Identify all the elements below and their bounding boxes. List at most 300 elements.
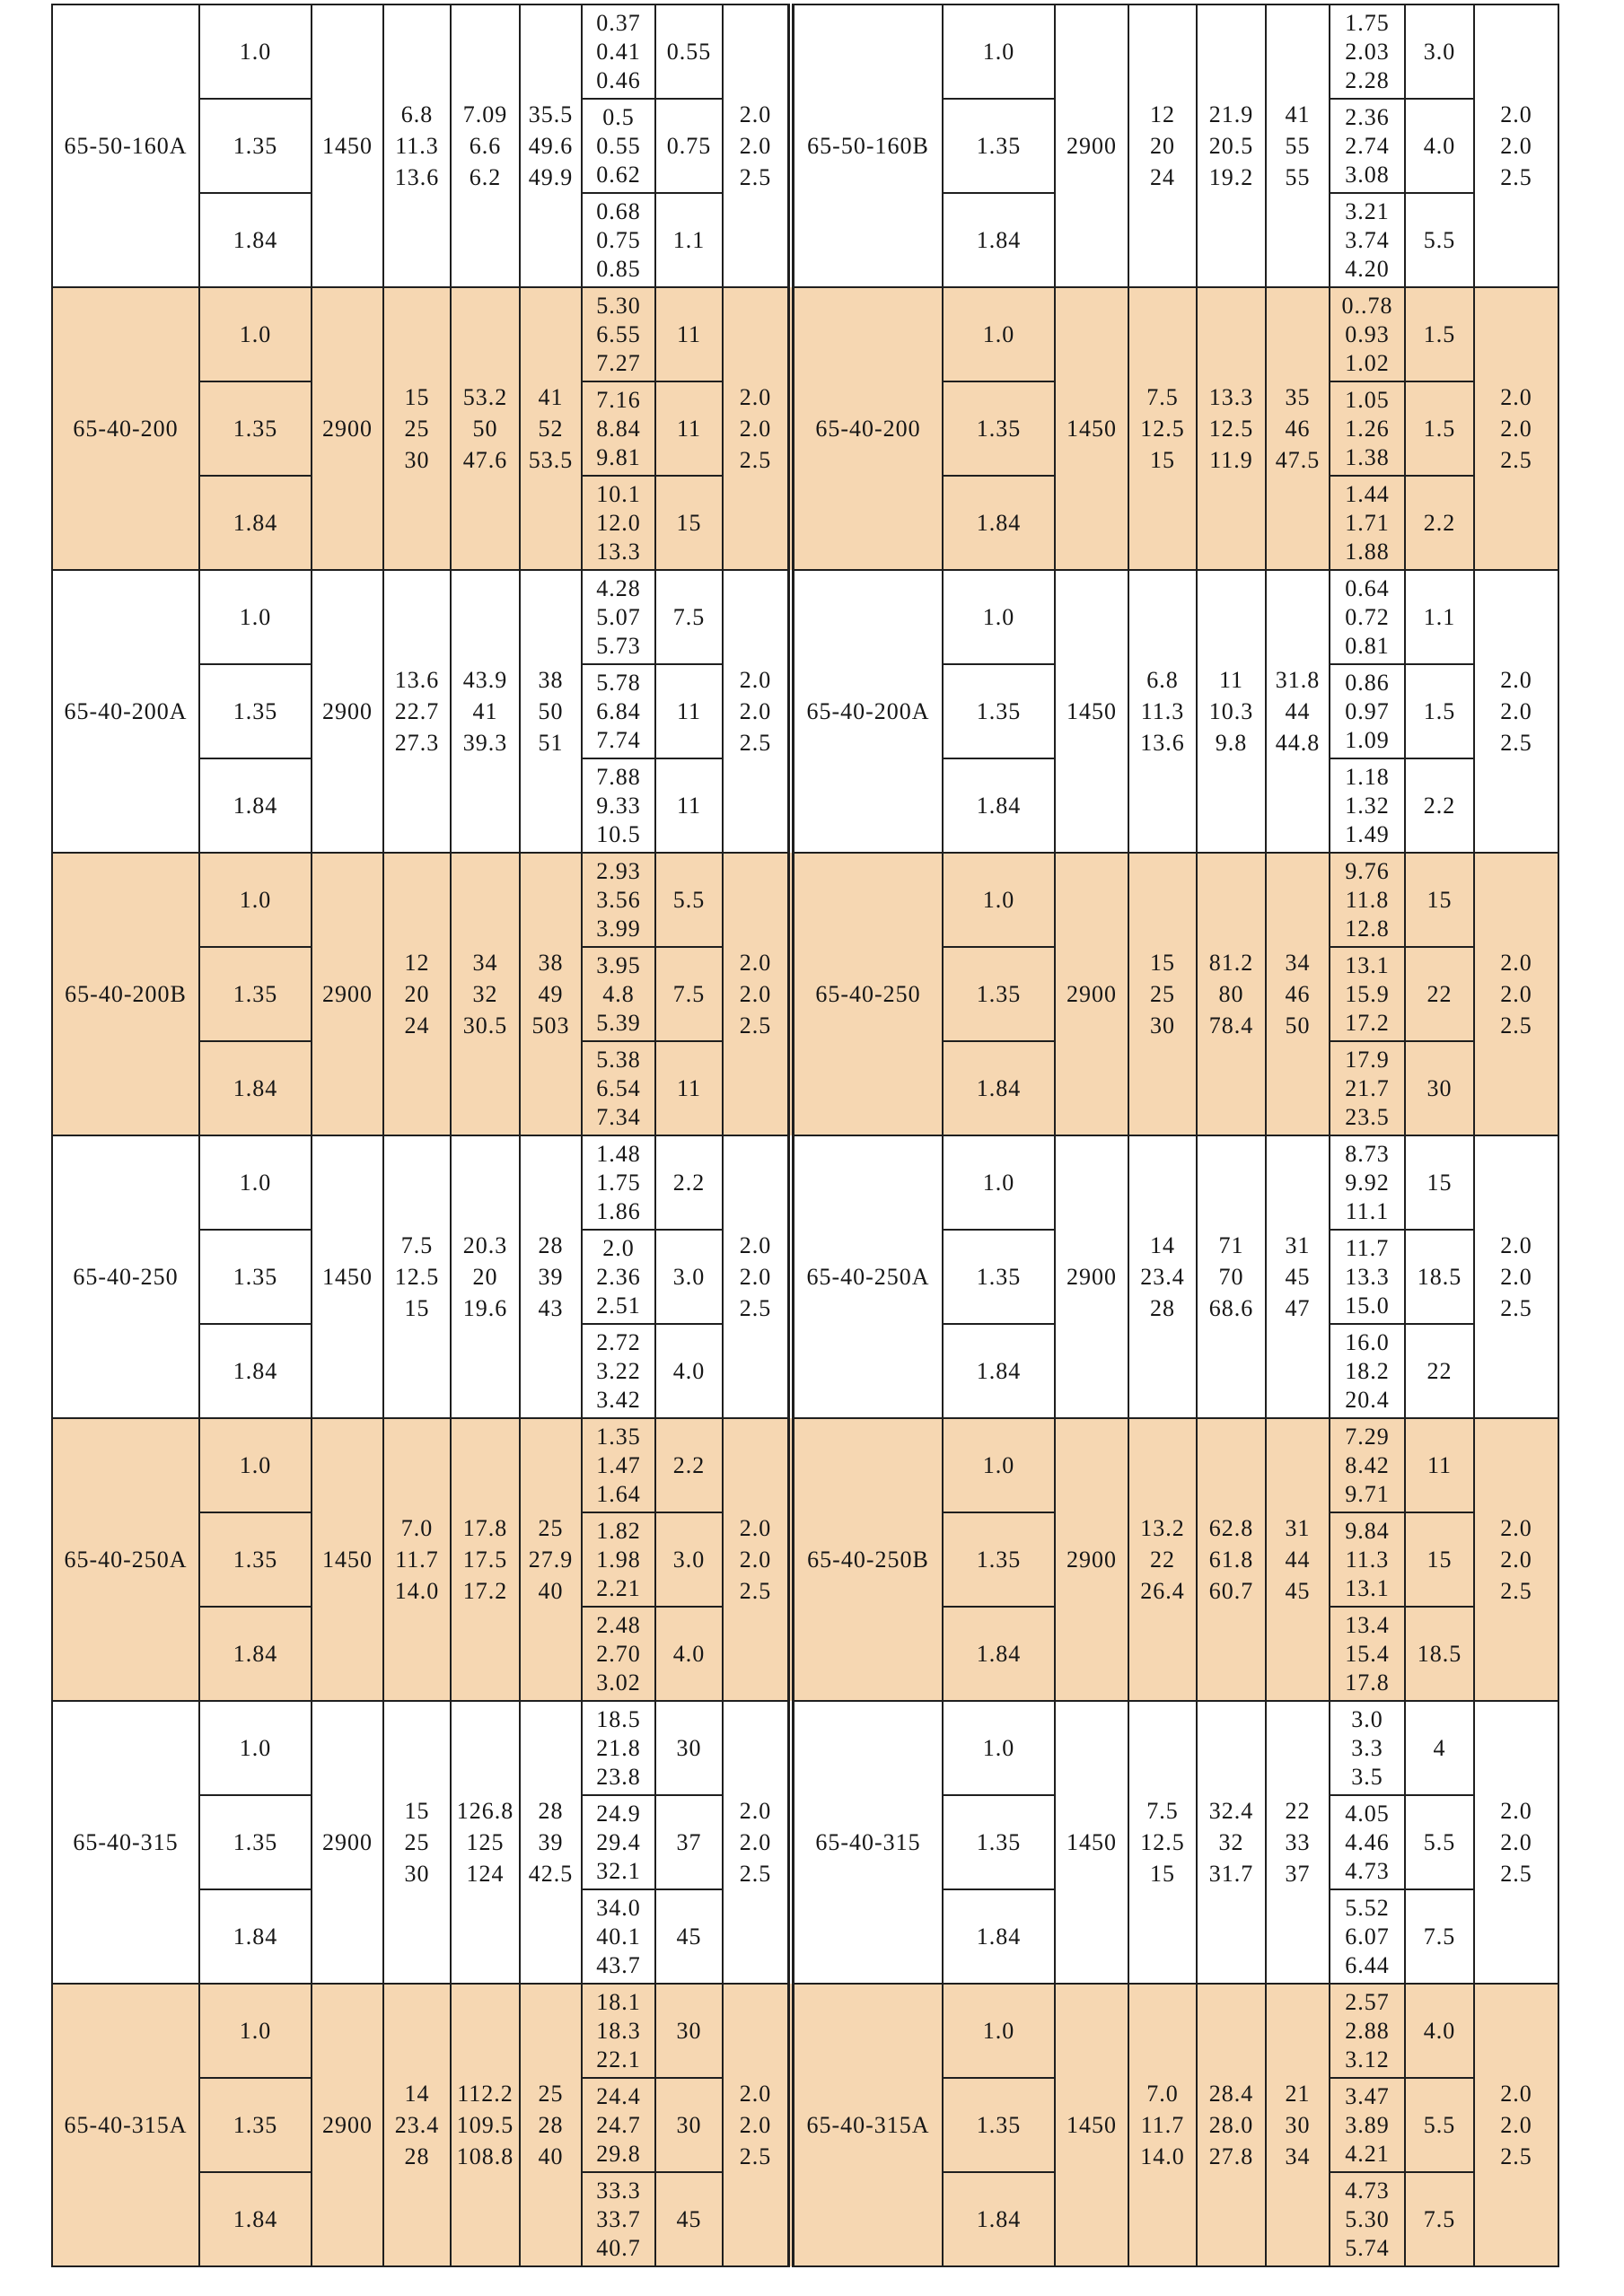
- cell-shaft-power-line: 0.37: [596, 9, 641, 36]
- cell-motor-power: 30: [655, 1984, 723, 2078]
- cell-flow-line: 6.8: [1146, 667, 1179, 693]
- cell-efficiency-line: 47: [1285, 1295, 1311, 1321]
- cell-ratio: 1.84: [943, 758, 1055, 853]
- cell-motor-power: 3.0: [655, 1230, 723, 1324]
- cell-dn-line: 2.0: [1500, 1547, 1532, 1573]
- cell-shaft-power: [582, 1984, 655, 2078]
- cell-shaft-power: [1330, 1041, 1405, 1135]
- cell-motor-power: 1.5: [1405, 381, 1474, 476]
- cell-model: 65-40-250A: [52, 1418, 199, 1701]
- cell-shaft-power-line: 6.84: [596, 697, 641, 724]
- cell-head-line: 50: [472, 416, 498, 442]
- cell-head-line: 62.8: [1208, 1515, 1254, 1541]
- cell-flow-line: 28: [404, 2143, 430, 2169]
- cell-ratio: 1.35: [199, 99, 312, 193]
- cell-flow-line: 23.4: [394, 2112, 440, 2138]
- cell-efficiency: [1266, 570, 1330, 853]
- cell-head: [1197, 1135, 1266, 1418]
- cell-shaft-power: [582, 381, 655, 476]
- cell-speed: 1450: [1055, 287, 1128, 570]
- cell-shaft-power-line: 7.34: [596, 1103, 641, 1130]
- cell-shaft-power-line: 13.4: [1345, 1611, 1390, 1638]
- cell-flow: [383, 570, 451, 853]
- cell-efficiency-line: 25: [538, 2081, 564, 2107]
- cell-efficiency-line: 25: [538, 1515, 564, 1541]
- cell-shaft-power-line: 3.5: [1351, 1763, 1383, 1790]
- cell-shaft-power-line: 1.35: [596, 1423, 641, 1450]
- cell-efficiency: [520, 1418, 582, 1701]
- cell-shaft-power-line: 4.46: [1345, 1828, 1390, 1855]
- cell-shaft-power-line: 2.0: [602, 1234, 635, 1261]
- cell-shaft-power-line: 15.0: [1345, 1292, 1390, 1319]
- cell-model: 65-40-315: [791, 1701, 943, 1984]
- cell-shaft-power: [1330, 1889, 1405, 1984]
- cell-shaft-power-line: 2.48: [596, 1611, 641, 1638]
- cell-flow: [383, 1418, 451, 1701]
- cell-shaft-power-line: 5.30: [596, 292, 641, 319]
- cell-shaft-power: [1330, 853, 1405, 947]
- cell-ratio: 1.0: [943, 1418, 1055, 1512]
- cell-motor-power: 11: [655, 287, 723, 381]
- cell-shaft-power: [1330, 1795, 1405, 1889]
- cell-shaft-power: [582, 1041, 655, 1135]
- cell-shaft-power-line: 8.42: [1345, 1451, 1390, 1478]
- cell-shaft-power-line: 18.2: [1345, 1357, 1390, 1384]
- cell-head-line: 108.8: [456, 2143, 514, 2169]
- cell-shaft-power: [1330, 758, 1405, 853]
- cell-shaft-power-line: 3.95: [596, 951, 641, 978]
- cell-efficiency-line: 47.5: [1275, 447, 1321, 473]
- cell-shaft-power-line: 2.03: [1345, 38, 1390, 65]
- cell-shaft-power: [582, 4, 655, 99]
- cell-efficiency-line: 40: [538, 2143, 564, 2169]
- cell-head-line: 19.2: [1208, 164, 1254, 190]
- cell-flow-line: 22: [1150, 1547, 1175, 1573]
- cell-motor-power: 18.5: [1405, 1230, 1474, 1324]
- cell-head-line: 6.2: [469, 164, 502, 190]
- cell-shaft-power-line: 1.48: [596, 1140, 641, 1167]
- cell-speed: 2900: [1055, 853, 1128, 1135]
- cell-shaft-power-line: 32.1: [596, 1857, 641, 1884]
- cell-motor-power: 22: [1405, 947, 1474, 1041]
- cell-motor-power: 3.0: [655, 1512, 723, 1607]
- cell-dn: [723, 1135, 791, 1418]
- cell-motor-power: 22: [1405, 1324, 1474, 1418]
- cell-flow-line: 30: [404, 1861, 430, 1887]
- cell-head-line: 13.3: [1208, 384, 1254, 410]
- cell-head: [1197, 1984, 1266, 2266]
- cell-head-line: 21.9: [1208, 101, 1254, 127]
- cell-dn-line: 2.0: [739, 1515, 772, 1541]
- cell-efficiency-line: 35.5: [528, 101, 574, 127]
- cell-model: 65-40-250: [52, 1135, 199, 1418]
- cell-shaft-power: [582, 99, 655, 193]
- cell-dn-line: 2.0: [739, 1547, 772, 1573]
- cell-model: 65-40-250A: [791, 1135, 943, 1418]
- cell-shaft-power-line: 40.1: [596, 1923, 641, 1950]
- cell-shaft-power-line: 4.73: [1345, 2177, 1390, 2204]
- cell-ratio: 1.84: [199, 1607, 312, 1701]
- cell-shaft-power-line: 23.8: [596, 1763, 641, 1790]
- cell-motor-power: 11: [655, 381, 723, 476]
- cell-head-line: 81.2: [1208, 950, 1254, 976]
- cell-shaft-power-line: 3.21: [1345, 197, 1390, 224]
- cell-shaft-power-line: 2.88: [1345, 2017, 1390, 2044]
- cell-ratio: 1.84: [199, 193, 312, 287]
- cell-shaft-power-line: 11.7: [1345, 1234, 1390, 1261]
- cell-efficiency-line: 31: [1285, 1515, 1311, 1541]
- cell-shaft-power-line: 7.74: [596, 726, 641, 753]
- cell-flow-line: 6.8: [400, 101, 434, 127]
- cell-dn: [1474, 570, 1558, 853]
- cell-flow-line: 24: [1150, 164, 1175, 190]
- cell-flow: [1128, 1701, 1197, 1984]
- cell-shaft-power-line: 0.55: [596, 132, 641, 159]
- cell-shaft-power: [1330, 1230, 1405, 1324]
- cell-dn: [1474, 1418, 1558, 1701]
- cell-shaft-power-line: 11.8: [1345, 886, 1390, 913]
- cell-shaft-power-line: 5.52: [1345, 1894, 1390, 1921]
- cell-dn-line: 2.5: [1500, 1578, 1532, 1604]
- cell-head-line: 43.9: [462, 667, 508, 693]
- cell-flow: [383, 1701, 451, 1984]
- cell-efficiency: [520, 287, 582, 570]
- cell-shaft-power-line: 2.36: [1345, 103, 1390, 130]
- cell-ratio: 1.84: [943, 1041, 1055, 1135]
- cell-shaft-power-line: 10.1: [596, 480, 641, 507]
- cell-shaft-power-line: 1.05: [1345, 386, 1390, 413]
- cell-shaft-power-line: 2.74: [1345, 132, 1390, 159]
- cell-efficiency-line: 51: [538, 730, 564, 756]
- cell-motor-power: 30: [655, 2078, 723, 2172]
- cell-head-line: 17.5: [462, 1547, 508, 1573]
- cell-flow: [1128, 4, 1197, 287]
- cell-shaft-power-line: 1.32: [1345, 792, 1390, 819]
- cell-dn: [723, 1418, 791, 1701]
- cell-ratio: 1.35: [943, 664, 1055, 758]
- cell-motor-power: 45: [655, 1889, 723, 1984]
- cell-ratio: 1.0: [199, 1135, 312, 1230]
- cell-shaft-power-line: 9.92: [1345, 1169, 1390, 1196]
- cell-model: 65-50-160B: [791, 4, 943, 287]
- cell-ratio: 1.84: [199, 1324, 312, 1418]
- cell-shaft-power-line: 33.3: [596, 2177, 641, 2204]
- cell-shaft-power-line: 1.71: [1345, 509, 1390, 536]
- cell-shaft-power-line: 13.1: [1345, 951, 1390, 978]
- cell-ratio: 1.0: [199, 853, 312, 947]
- pump-spec-table: [51, 4, 1559, 2267]
- cell-shaft-power-line: 13.1: [1345, 1574, 1390, 1601]
- cell-ratio: 1.35: [199, 381, 312, 476]
- cell-shaft-power: [1330, 947, 1405, 1041]
- cell-flow: [383, 4, 451, 287]
- cell-head-line: 70: [1218, 1264, 1244, 1290]
- cell-dn-line: 2.5: [739, 164, 772, 190]
- cell-flow-line: 30: [1150, 1012, 1175, 1038]
- cell-ratio: 1.35: [943, 947, 1055, 1041]
- cell-shaft-power-line: 2.21: [596, 1574, 641, 1601]
- cell-head: [451, 853, 520, 1135]
- cell-motor-power: 1.5: [1405, 287, 1474, 381]
- cell-shaft-power-line: 0.41: [596, 38, 641, 65]
- cell-shaft-power: [582, 2078, 655, 2172]
- cell-head-line: 11.9: [1209, 447, 1253, 473]
- cell-efficiency-line: 30: [1285, 2112, 1311, 2138]
- cell-ratio: 1.0: [943, 4, 1055, 99]
- cell-flow: [383, 287, 451, 570]
- cell-efficiency-line: 44: [1285, 698, 1311, 724]
- cell-ratio: 1.35: [943, 381, 1055, 476]
- cell-head-line: 32: [472, 981, 498, 1007]
- cell-speed: 1450: [312, 4, 383, 287]
- cell-shaft-power-line: 4.21: [1345, 2140, 1390, 2167]
- cell-shaft-power-line: 20.4: [1345, 1386, 1390, 1413]
- cell-shaft-power: [1330, 1512, 1405, 1607]
- cell-shaft-power-line: 3.47: [1345, 2082, 1390, 2109]
- cell-flow: [1128, 287, 1197, 570]
- cell-shaft-power: [582, 193, 655, 287]
- cell-head-line: 126.8: [456, 1798, 514, 1824]
- cell-shaft-power-line: 33.7: [596, 2205, 641, 2232]
- cell-head-line: 39.3: [462, 730, 508, 756]
- cell-dn-line: 2.0: [1500, 698, 1532, 724]
- cell-flow-line: 20: [404, 981, 430, 1007]
- cell-head-line: 17.2: [462, 1578, 508, 1604]
- cell-shaft-power: [1330, 1984, 1405, 2078]
- cell-flow-line: 13.6: [1140, 730, 1185, 756]
- cell-motor-power: 4: [1405, 1701, 1474, 1795]
- cell-flow-line: 15: [1150, 1861, 1175, 1887]
- cell-shaft-power-line: 3.74: [1345, 226, 1390, 253]
- cell-speed: 1450: [1055, 1984, 1128, 2266]
- cell-dn-line: 2.0: [1500, 101, 1532, 127]
- cell-efficiency-line: 39: [538, 1829, 564, 1855]
- cell-dn-line: 2.0: [1500, 1232, 1532, 1258]
- cell-shaft-power-line: 6.54: [596, 1074, 641, 1101]
- cell-shaft-power: [1330, 1701, 1405, 1795]
- cell-dn-line: 2.0: [1500, 384, 1532, 410]
- cell-head-line: 112.2: [457, 2081, 514, 2107]
- cell-shaft-power-line: 5.73: [596, 632, 641, 659]
- cell-efficiency-line: 34: [1285, 950, 1311, 976]
- cell-motor-power: 15: [1405, 853, 1474, 947]
- cell-ratio: 1.35: [199, 1795, 312, 1889]
- cell-efficiency: [1266, 287, 1330, 570]
- cell-motor-power: 5.5: [1405, 1795, 1474, 1889]
- cell-flow-line: 14.0: [394, 1578, 440, 1604]
- cell-shaft-power: [582, 1607, 655, 1701]
- cell-efficiency-line: 44.8: [1275, 730, 1321, 756]
- cell-dn-line: 2.0: [1500, 416, 1532, 442]
- cell-shaft-power: [582, 1701, 655, 1795]
- cell-shaft-power-line: 6.55: [596, 320, 641, 347]
- cell-flow-line: 30: [404, 447, 430, 473]
- cell-flow-line: 14.0: [1140, 2143, 1185, 2169]
- cell-ratio: 1.0: [943, 287, 1055, 381]
- cell-shaft-power-line: 2.72: [596, 1328, 641, 1355]
- cell-motor-power: 1.1: [1405, 570, 1474, 664]
- cell-flow-line: 27.3: [394, 730, 440, 756]
- cell-efficiency-line: 28: [538, 1232, 564, 1258]
- cell-shaft-power: [1330, 1324, 1405, 1418]
- cell-model: 65-40-200A: [52, 570, 199, 853]
- cell-dn-line: 2.0: [1500, 2081, 1532, 2107]
- cell-shaft-power-line: 1.47: [596, 1451, 641, 1478]
- cell-dn-line: 2.0: [739, 1829, 772, 1855]
- cell-shaft-power-line: 4.73: [1345, 1857, 1390, 1884]
- cell-flow: [383, 1984, 451, 2266]
- cell-motor-power: 11: [655, 1041, 723, 1135]
- cell-shaft-power-line: 13.3: [1345, 1263, 1390, 1290]
- cell-shaft-power-line: 16.0: [1345, 1328, 1390, 1355]
- cell-shaft-power-line: 0.85: [596, 255, 641, 282]
- cell-shaft-power-line: 2.36: [596, 1263, 641, 1290]
- cell-flow: [1128, 853, 1197, 1135]
- cell-head-line: 19.6: [462, 1295, 508, 1321]
- cell-head: [1197, 4, 1266, 287]
- cell-shaft-power-line: 4.05: [1345, 1800, 1390, 1827]
- cell-dn-line: 2.5: [1500, 1295, 1532, 1321]
- cell-motor-power: 7.5: [1405, 2172, 1474, 2266]
- cell-shaft-power-line: 17.8: [1345, 1669, 1390, 1696]
- cell-shaft-power-line: 0..78: [1341, 292, 1393, 319]
- cell-shaft-power-line: 24.4: [596, 2082, 641, 2109]
- cell-dn-line: 2.0: [739, 1798, 772, 1824]
- cell-efficiency-line: 39: [538, 1264, 564, 1290]
- cell-ratio: 1.35: [199, 664, 312, 758]
- cell-shaft-power-line: 1.82: [596, 1517, 641, 1544]
- cell-motor-power: 2.2: [1405, 758, 1474, 853]
- cell-ratio: 1.35: [199, 1512, 312, 1607]
- cell-motor-power: 1.1: [655, 193, 723, 287]
- cell-shaft-power-line: 6.07: [1345, 1923, 1390, 1950]
- cell-head-line: 61.8: [1208, 1547, 1254, 1573]
- cell-motor-power: 45: [655, 2172, 723, 2266]
- cell-dn-line: 2.5: [739, 1578, 772, 1604]
- cell-shaft-power: [582, 1418, 655, 1512]
- cell-efficiency-line: 22: [1285, 1798, 1311, 1824]
- cell-efficiency-line: 28: [538, 1798, 564, 1824]
- cell-flow-line: 7.5: [1146, 384, 1179, 410]
- cell-shaft-power-line: 2.93: [596, 857, 641, 884]
- cell-flow-line: 12: [404, 950, 430, 976]
- cell-ratio: 1.35: [943, 2078, 1055, 2172]
- cell-dn-line: 2.5: [739, 730, 772, 756]
- cell-head-line: 12.5: [1208, 416, 1254, 442]
- cell-shaft-power-line: 3.42: [596, 1386, 641, 1413]
- cell-flow-line: 25: [404, 1829, 430, 1855]
- cell-efficiency: [1266, 4, 1330, 287]
- cell-head: [451, 4, 520, 287]
- cell-shaft-power-line: 1.18: [1345, 763, 1390, 790]
- cell-shaft-power-line: 1.88: [1345, 538, 1390, 565]
- cell-efficiency-line: 46: [1285, 416, 1311, 442]
- cell-speed: 1450: [312, 1135, 383, 1418]
- cell-shaft-power-line: 5.39: [596, 1009, 641, 1036]
- cell-head: [1197, 570, 1266, 853]
- cell-dn-line: 2.0: [1500, 981, 1532, 1007]
- cell-shaft-power-line: 12.0: [596, 509, 641, 536]
- cell-dn: [723, 1984, 791, 2266]
- cell-head-line: 71: [1218, 1232, 1244, 1258]
- cell-shaft-power: [1330, 1607, 1405, 1701]
- cell-head-line: 9.8: [1215, 730, 1248, 756]
- cell-dn-line: 2.5: [739, 2143, 772, 2169]
- cell-ratio: 1.35: [943, 1230, 1055, 1324]
- cell-head-line: 10.3: [1208, 698, 1254, 724]
- cell-shaft-power: [1330, 193, 1405, 287]
- cell-dn-line: 2.0: [1500, 950, 1532, 976]
- cell-flow-line: 15: [404, 1295, 430, 1321]
- cell-dn: [1474, 4, 1558, 287]
- cell-shaft-power-line: 0.97: [1345, 697, 1390, 724]
- cell-shaft-power: [582, 1230, 655, 1324]
- cell-efficiency: [520, 1984, 582, 2266]
- cell-head: [451, 570, 520, 853]
- cell-motor-power: 5.5: [1405, 193, 1474, 287]
- cell-shaft-power: [1330, 2078, 1405, 2172]
- cell-ratio: 1.35: [943, 99, 1055, 193]
- cell-shaft-power-line: 0.62: [596, 161, 641, 188]
- cell-shaft-power-line: 1.26: [1345, 415, 1390, 442]
- cell-efficiency-line: 43: [538, 1295, 564, 1321]
- cell-efficiency-line: 49.6: [528, 133, 574, 159]
- cell-dn-line: 2.0: [739, 1264, 772, 1290]
- cell-shaft-power: [1330, 1418, 1405, 1512]
- cell-head: [1197, 853, 1266, 1135]
- cell-shaft-power-line: 8.73: [1345, 1140, 1390, 1167]
- cell-ratio: 1.84: [943, 193, 1055, 287]
- cell-flow-line: 26.4: [1140, 1578, 1185, 1604]
- cell-ratio: 1.84: [199, 2172, 312, 2266]
- cell-dn-line: 2.0: [739, 698, 772, 724]
- cell-dn: [723, 4, 791, 287]
- cell-flow: [383, 853, 451, 1135]
- cell-shaft-power-line: 1.98: [596, 1546, 641, 1573]
- cell-ratio: 1.0: [199, 1984, 312, 2078]
- cell-dn-line: 2.0: [739, 133, 772, 159]
- cell-shaft-power-line: 2.57: [1345, 1988, 1390, 2015]
- cell-flow-line: 7.0: [400, 1515, 434, 1541]
- cell-efficiency-line: 41: [538, 384, 564, 410]
- cell-shaft-power-line: 1.49: [1345, 820, 1390, 847]
- cell-shaft-power: [1330, 381, 1405, 476]
- cell-dn-line: 2.0: [739, 981, 772, 1007]
- cell-efficiency: [1266, 1701, 1330, 1984]
- cell-flow-line: 13.2: [1140, 1515, 1185, 1541]
- cell-shaft-power: [582, 287, 655, 381]
- cell-flow-line: 24: [404, 1012, 430, 1038]
- cell-motor-power: 0.75: [655, 99, 723, 193]
- cell-flow: [1128, 1418, 1197, 1701]
- cell-speed: 2900: [1055, 1135, 1128, 1418]
- cell-shaft-power-line: 11.3: [1345, 1546, 1390, 1573]
- cell-dn: [1474, 853, 1558, 1135]
- cell-shaft-power-line: 24.7: [596, 2111, 641, 2138]
- cell-flow-line: 12.5: [394, 1264, 440, 1290]
- cell-shaft-power-line: 0.64: [1345, 574, 1390, 601]
- cell-dn-line: 2.0: [1500, 667, 1532, 693]
- cell-dn-line: 2.0: [739, 384, 772, 410]
- cell-motor-power: 0.55: [655, 4, 723, 99]
- table-row: [52, 287, 1558, 381]
- cell-efficiency-line: 35: [1285, 384, 1311, 410]
- cell-efficiency-line: 42.5: [528, 1861, 574, 1887]
- cell-dn: [723, 570, 791, 853]
- cell-dn-line: 2.0: [1500, 1515, 1532, 1541]
- cell-shaft-power-line: 34.0: [596, 1894, 641, 1921]
- cell-shaft-power: [1330, 2172, 1405, 2266]
